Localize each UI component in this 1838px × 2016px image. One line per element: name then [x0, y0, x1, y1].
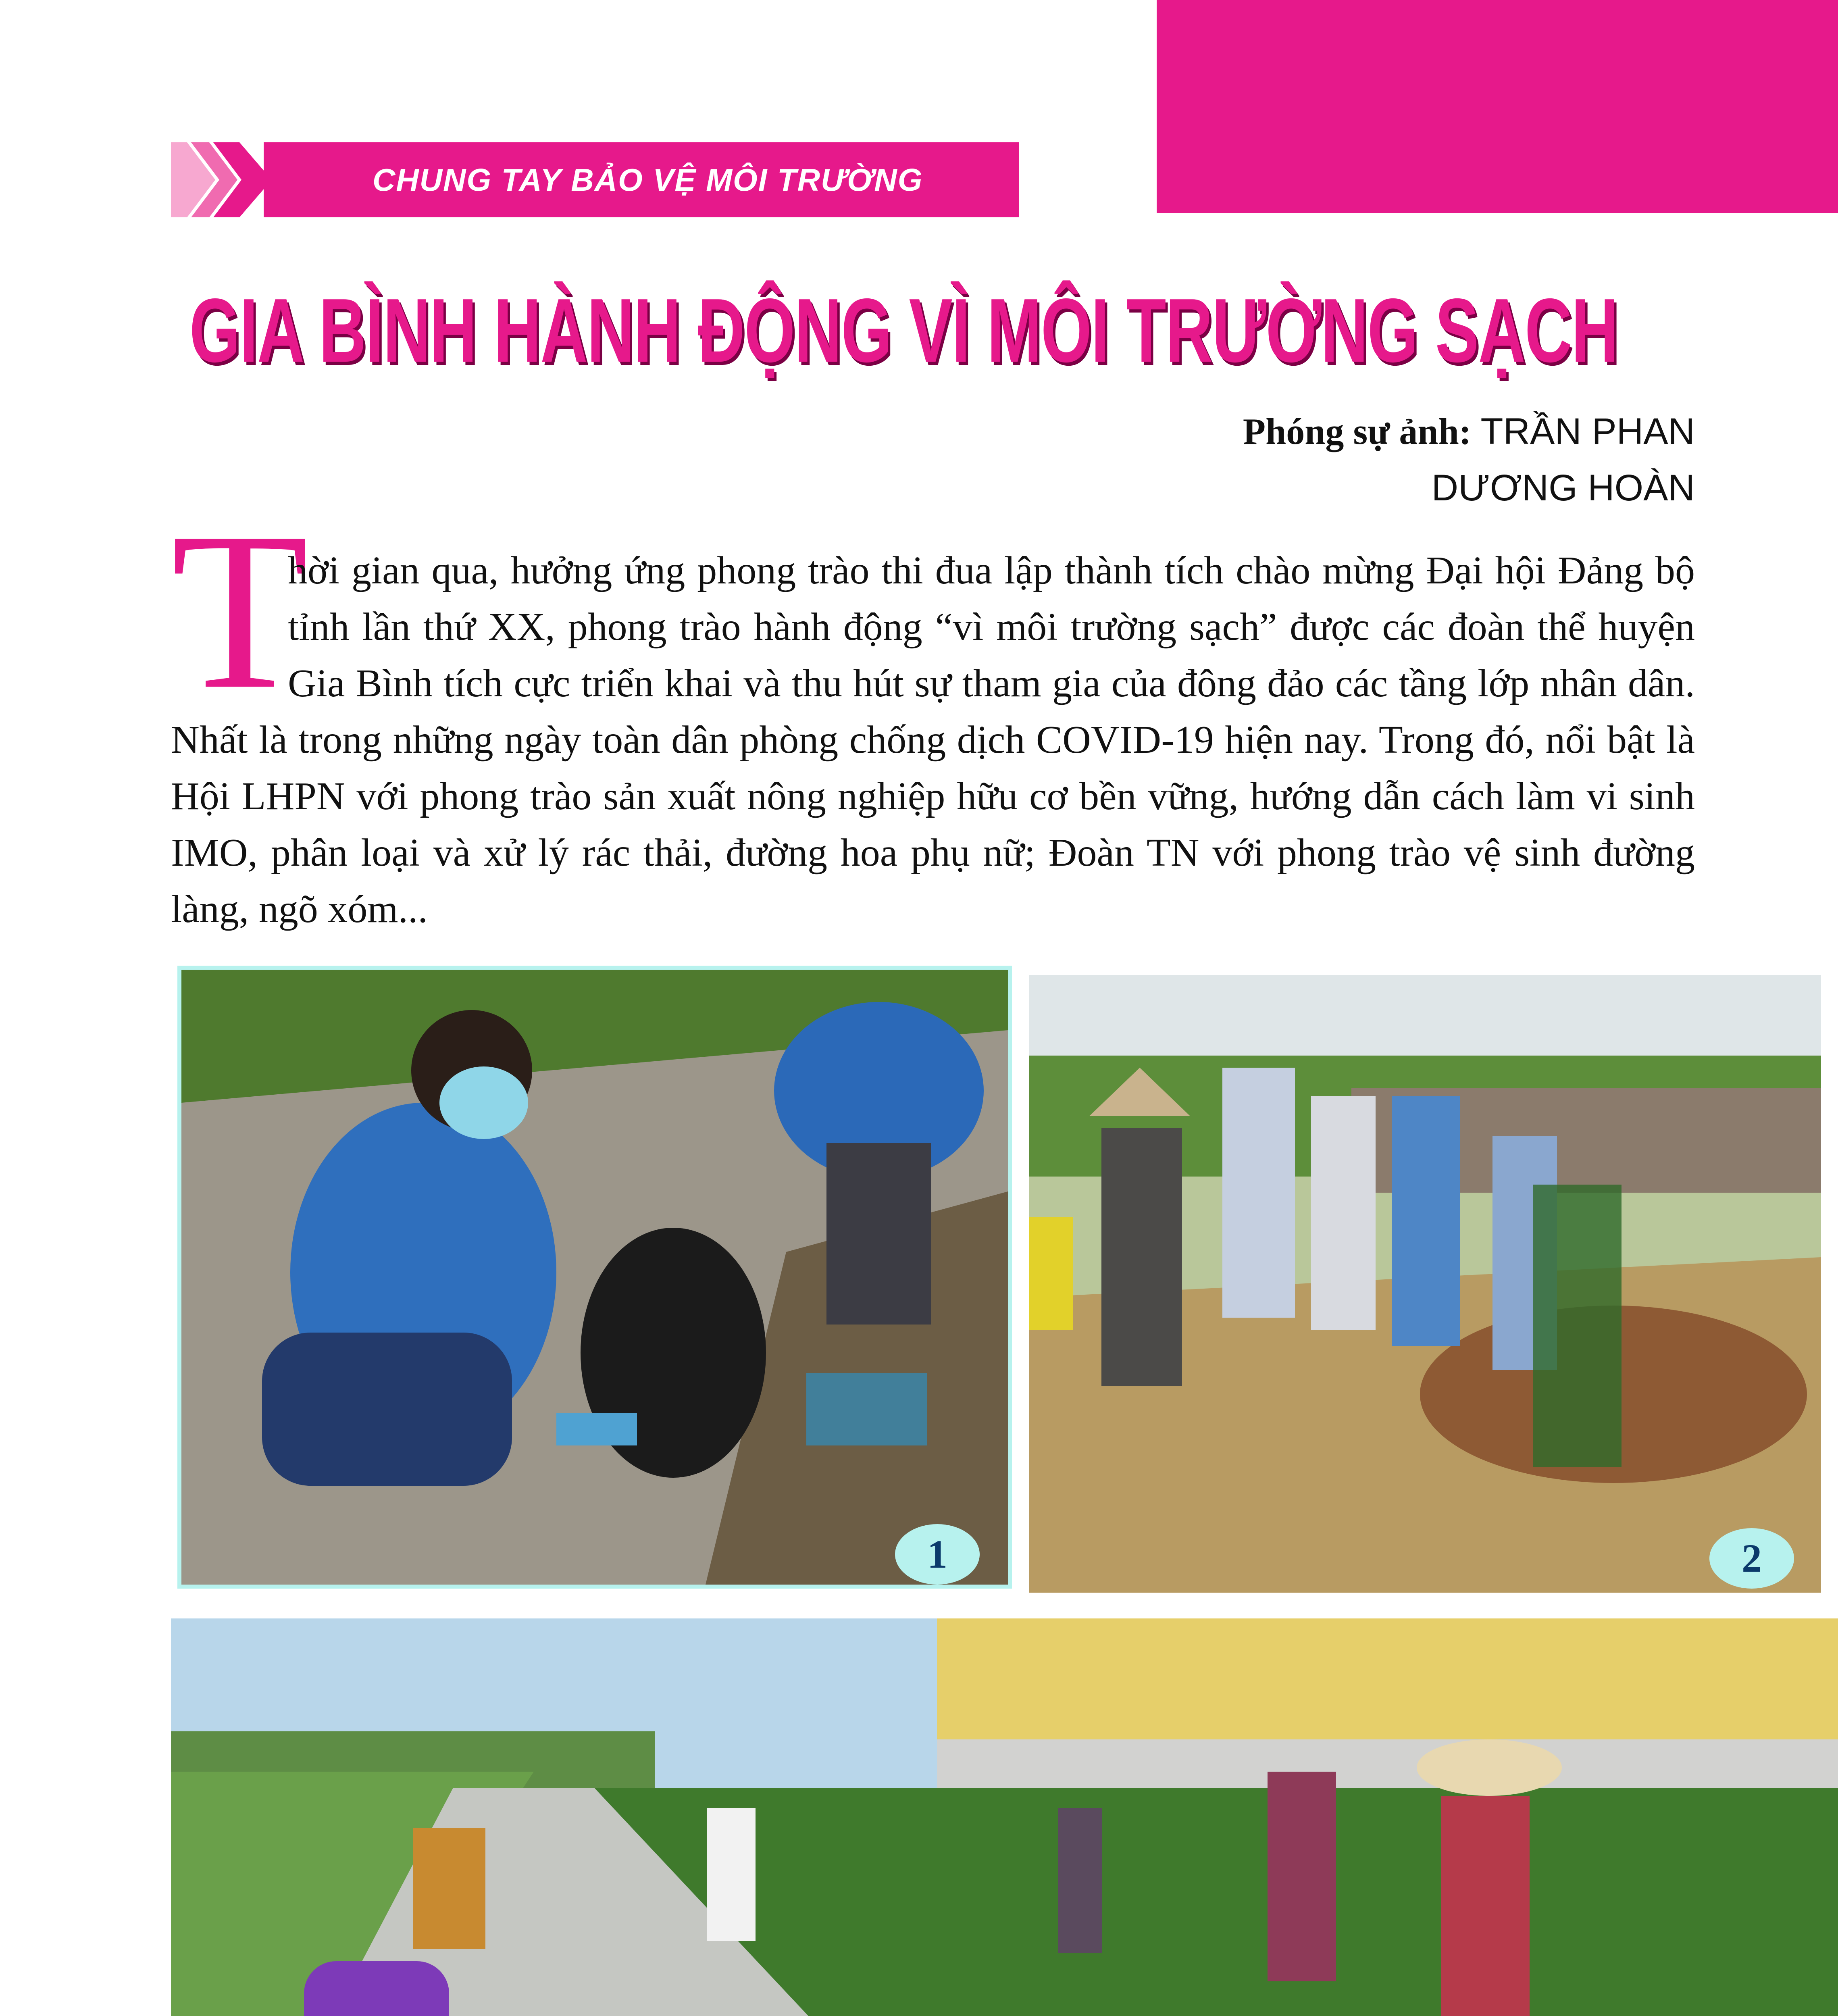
lead-paragraph — [171, 542, 1695, 937]
drop-cap: T — [171, 486, 309, 736]
author-name: TRẦN PHAN — [1480, 411, 1695, 452]
byline-label: Phóng sự ảnh: — [1243, 411, 1472, 452]
section-label: CHUNG TAY BẢO VỆ MÔI TRƯỜNG — [373, 162, 923, 198]
photo-number-badge: 1 — [895, 1524, 980, 1585]
photo-number-badge: 2 — [1709, 1528, 1794, 1589]
photo-mask-collection — [177, 966, 1012, 1589]
byline — [1243, 403, 1695, 516]
lead-text: hời gian qua, hưởng ứng phong trào thi đua lập thành tích chào mừng Đại hội Đảng bộ tỉnh lần thứ XX, phong trào hành động “vì môi trường sạch” được các đoàn thể huyện Gia Bình tích cực triển khai và thu hút sự tham gia của đông đảo các tầng lớp nhân dân. Nhất là trong những ngày toàn dân phòng chống dịch COVID-19 hiện nay. Trong đó, nổi bật là Hội LHPN với phong trào sản xuất nông nghiệp hữu cơ bền vững, hướng dẫn cách làm vi sinh IMO, phân loại và xử lý rác thải, đường hoa phụ nữ; Đoàn TN với phong trào vệ sinh đường làng, ngõ xóm... — [171, 549, 1695, 931]
decorative-pink-block — [1157, 0, 1838, 213]
photo-tree-planting — [1029, 975, 1821, 1593]
article-title: GIA BÌNH HÀNH ĐỘNG VÌ MÔI TRƯỜNG SẠCH — [189, 279, 1618, 381]
author-name: DƯƠNG HOÀN — [1431, 467, 1695, 508]
section-banner — [171, 142, 1019, 217]
photo-flower-road — [171, 1618, 1838, 2016]
